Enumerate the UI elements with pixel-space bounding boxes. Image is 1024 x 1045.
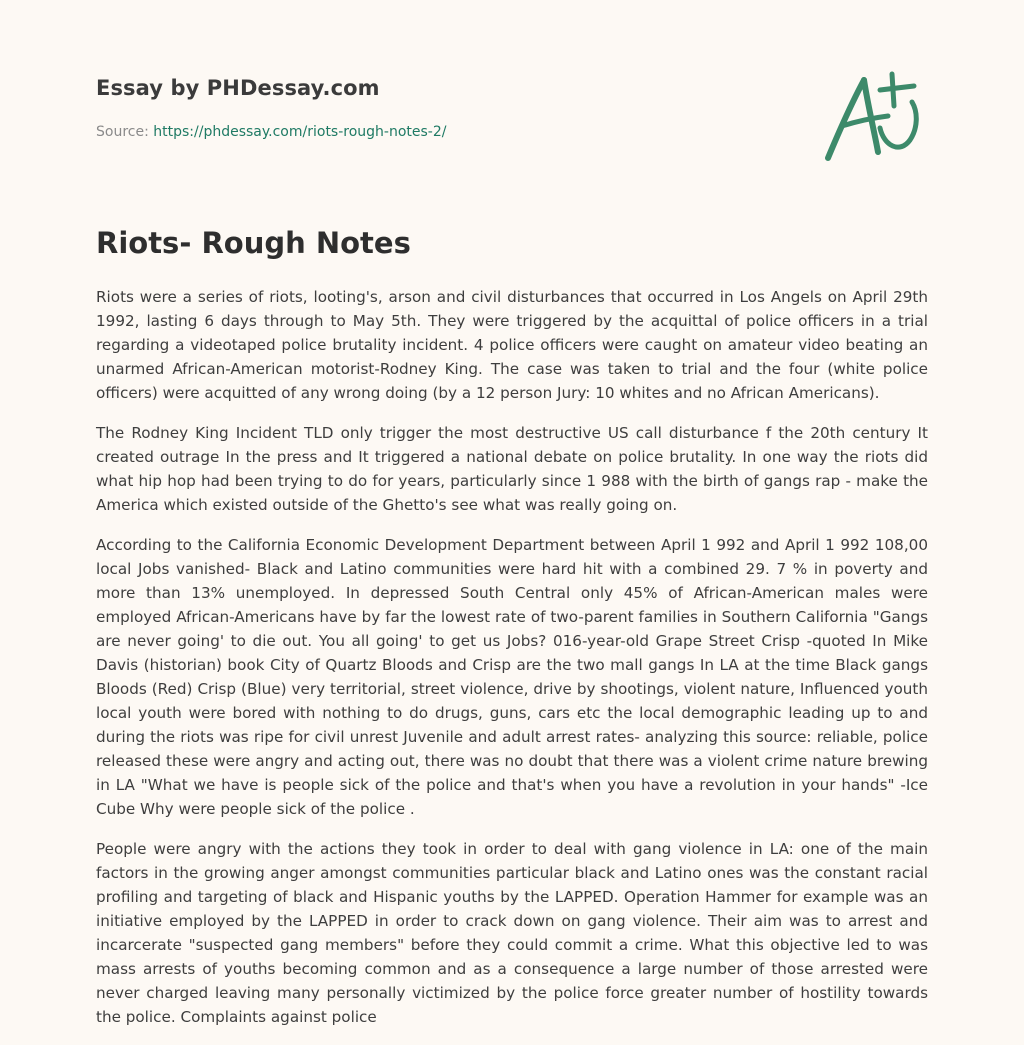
essay-paragraph: Riots were a series of riots, looting's, arson and civil disturbances that occurred in Los Angels on April 29th 1992, lasting 6 days through to May 5th. They were triggered by the acquittal of police officers in a trial regarding a videotaped police brutality incident. 4 police officers were caught on amateur video beating an unarmed African-American motorist-Rodney King. The case was taken to trial and the four (white police officers) were acquitted of any wrong doing (by a 12 person Jury: 10 whites and no African Americans). [96,288,928,402]
a-plus-logo-icon [818,66,930,166]
essay-body [96,285,928,1045]
source-line [96,124,447,140]
site-title: Essay by PHDessay.com [96,76,380,100]
source-link[interactable]: https://phdessay.com/riots-rough-notes-2/ [153,124,447,140]
essay-paragraph: People were angry with the actions they took in order to deal with gang violence in LA: one of the main factors in the growing anger amongst communities particular black and Latino ones was the constant racial profiling and targeting of black and Hispanic youths by the LAPPED. Operation Hammer for example was an initiative employed by the LAPPED in order to crack down on gang violence. Their aim was to arrest and incarcerate "suspected gang members" before they could commit a crime. What this objective led to was mass arrests of youths becoming common and as a consequence a large number of those arrested were never charged leaving many personally victimized by the police force greater number of hostility towards the police. Complaints against police [96,840,928,1026]
essay-paragraph: According to the California Economic Development Department between April 1 992 and April 1 992 108,00 local Jobs vanished- Black and Latino communities were hard hit with a combined 29. 7 % in poverty and more than 13% unemployed. In depressed South Central only 45% of African-American males were employed African-Americans have by far the lowest rate of two-parent families in Southern California "Gangs are never going' to die out. You all going' to get us Jobs? 016-year-old Grape Street Crisp -quoted In Mike Davis (historian) book City of Quartz Bloods and Crisp are the two mall gangs In LA at the time Black gangs Bloods (Red) Crisp (Blue) very territorial, street violence, drive by shootings, violent nature, Influenced youth local youth were bored with nothing to do drugs, guns, cars etc the local demographic leading up to and during the riots was ripe for civil unrest Juvenile and adult arrest rates- analyzing this source: reliable, police released these were angry and acting out, there was no doubt that there was a violent crime nature brewing in LA "What we have is people sick of the police and that's when you have a revolution in your hands" -Ice Cube Why were people sick of the police . [96,536,928,818]
source-label: Source: [96,124,154,140]
essay-title: Riots- Rough Notes [96,226,411,260]
essay-paragraph: The Rodney King Incident TLD only trigger the most destructive US call disturbance f the 20th century It created outrage In the press and It triggered a national debate on police brutality. In one way the riots did what hip hop had been trying to do for years, particularly since 1 988 with the birth of gangs rap - make the America which existed outside of the Ghetto's see what was really going on. [96,424,928,514]
